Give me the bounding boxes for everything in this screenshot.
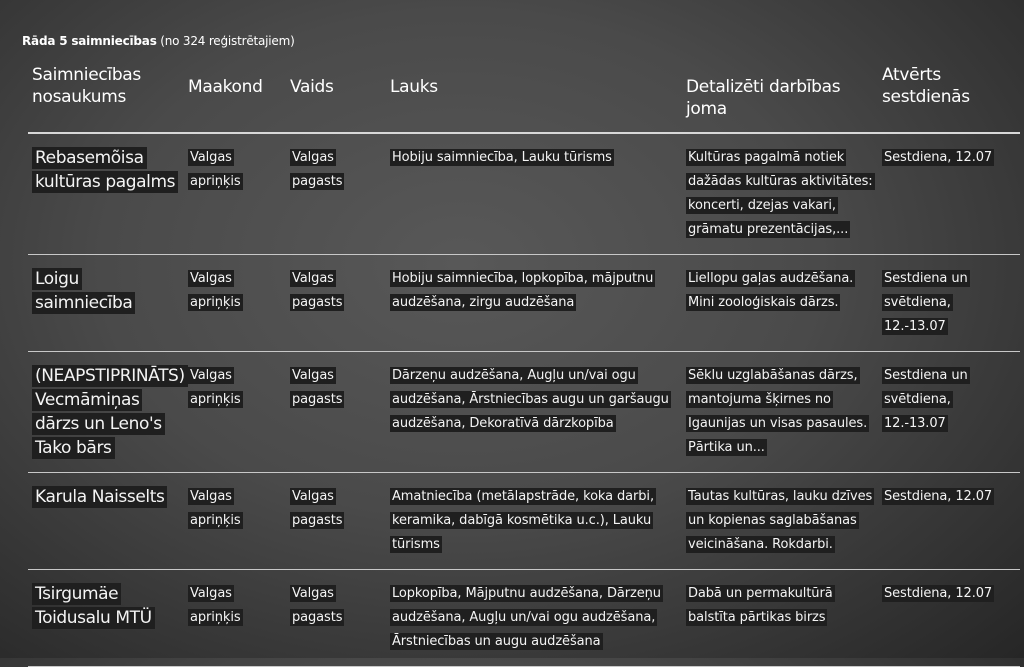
farm-name-cell[interactable] (28, 133, 184, 255)
farm-name[interactable]: Loigu saimniecība (32, 268, 135, 314)
farm-name-cell[interactable] (28, 570, 184, 667)
parish-cell: Valgas pagasts (286, 352, 386, 473)
detail-cell: Kultūras pagalmā notiek dažādas kultūras aktivitātes: koncerti, dzejas vakari, grāmatu prezentācijas,... (682, 133, 878, 255)
column-header-parish: Vaids (286, 58, 386, 133)
county-cell: Valgas apriņķis (184, 133, 286, 255)
table-row[interactable] (28, 352, 1020, 473)
county-cell: Valgas apriņķis (184, 255, 286, 352)
parish-cell: Valgas pagasts (286, 473, 386, 570)
field-cell: Amatniecība (metālapstrāde, koka darbi, keramika, dabīgā kosmētika u.c.), Lauku tūrisms (386, 473, 682, 570)
farm-name-cell[interactable] (28, 255, 184, 352)
table-row[interactable] (28, 570, 1020, 667)
parish-cell: Valgas pagasts (286, 570, 386, 667)
detail-cell: Tautas kultūras, lauku dzīves un kopienas saglabāšanas veicināšana. Rokdarbi. (682, 473, 878, 570)
parish-cell: Valgas pagasts (286, 255, 386, 352)
field-cell: Hobiju saimniecība, lopkopība, mājputnu audzēšana, zirgu audzēšana (386, 255, 682, 352)
column-header-field: Lauks (386, 58, 682, 133)
farm-name[interactable]: Tsirgumäe Toidusalu MTÜ (32, 583, 155, 629)
detail-cell: Sēklu uzglabāšanas dārzs, mantojuma šķirnes no Igaunijas un visas pasaules. Pārtika un... (682, 352, 878, 473)
column-header-open: Atvērts sestdienās (878, 58, 1020, 133)
farm-name[interactable]: Rebasemõisa kultūras pagalms (32, 147, 178, 193)
results-count: Rāda 5 saimniecības (22, 34, 157, 48)
county-cell: Valgas apriņķis (184, 473, 286, 570)
detail-cell: Liellopu gaļas audzēšana. Mini zooloģiskais dārzs. (682, 255, 878, 352)
open-cell: Sestdiena, 12.07 (878, 473, 1020, 570)
open-cell: Sestdiena un svētdiena, 12.-13.07 (878, 352, 1020, 473)
table-row[interactable] (28, 473, 1020, 570)
farm-name-cell[interactable] (28, 352, 184, 473)
county-cell: Valgas apriņķis (184, 352, 286, 473)
column-header-county: Maakond (184, 58, 286, 133)
column-header-name: Saimniecības nosaukums (28, 58, 184, 133)
county-cell: Valgas apriņķis (184, 570, 286, 667)
open-cell: Sestdiena un svētdiena, 12.-13.07 (878, 255, 1020, 352)
farm-name[interactable]: Karula Naisselts (32, 486, 167, 508)
open-cell: Sestdiena, 12.07 (878, 570, 1020, 667)
table-header-row (28, 58, 1020, 133)
results-total: (no 324 reģistrētajiem) (160, 34, 295, 48)
parish-cell: Valgas pagasts (286, 133, 386, 255)
column-header-detail: Detalizēti darbības joma (682, 58, 878, 133)
farms-table (28, 58, 1020, 667)
open-cell: Sestdiena, 12.07 (878, 133, 1020, 255)
detail-cell: Dabā un permakultūrā balstīta pārtikas birzs (682, 570, 878, 667)
table-row[interactable] (28, 255, 1020, 352)
table-row[interactable] (28, 133, 1020, 255)
results-summary (22, 34, 295, 48)
field-cell: Lopkopība, Mājputnu audzēšana, Dārzeņu audzēšana, Augļu un/vai ogu audzēšana, Ārstniecības un augu audzēšana (386, 570, 682, 667)
farm-name[interactable]: (NEAPSTIPRINĀTS) Vecmāmiņas dārzs un Leno's Tako bārs (32, 365, 188, 459)
farm-name-cell[interactable] (28, 473, 184, 570)
field-cell: Hobiju saimniecība, Lauku tūrisms (386, 133, 682, 255)
field-cell: Dārzeņu audzēšana, Augļu un/vai ogu audzēšana, Ārstniecības augu un garšaugu audzēšana, Dekoratīvā dārzkopība (386, 352, 682, 473)
